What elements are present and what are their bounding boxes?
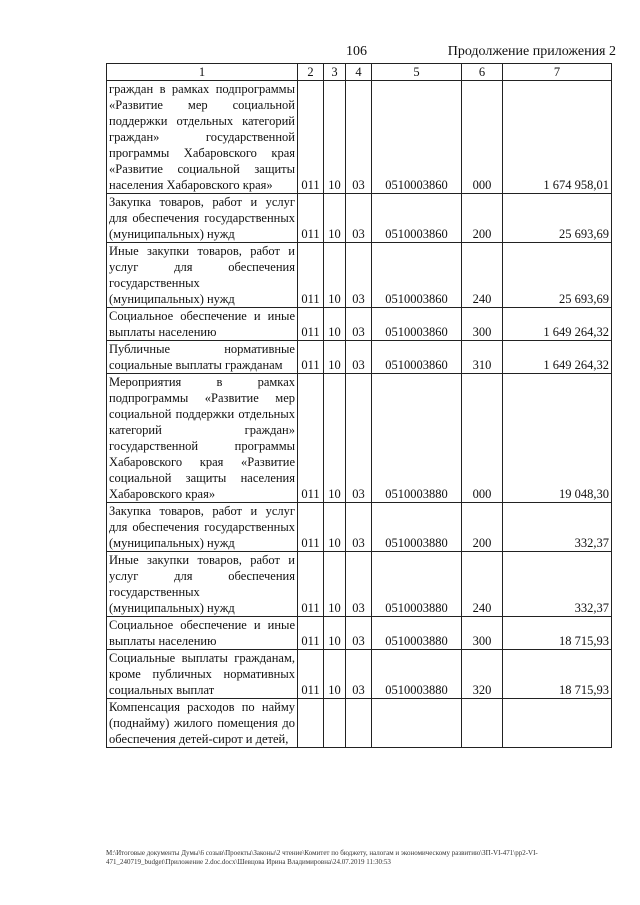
table-header-row: [107, 64, 612, 81]
document-path-footer: M:\Итоговые документы Думы\6 созыв\Проекты\Законы\2 чтение\Комитет по бюджету, налогам и экономическому развитию\ЗП-VI-471\рр2-VI-471_240719_budget\Приложение 2.doc.docx\Шевцова Ирина Владимировна\24.07.2019 11:30:53: [106, 849, 538, 866]
amount: 18 715,93: [503, 617, 612, 650]
target-article-code: 0510003860: [372, 243, 462, 308]
subsection-code: 03: [346, 341, 372, 374]
expense-type-code: 320: [462, 650, 503, 699]
amount: 1 649 264,32: [503, 341, 612, 374]
amount: 19 048,30: [503, 374, 612, 503]
section-code: 10: [324, 341, 346, 374]
expense-type-code: 000: [462, 81, 503, 194]
expense-type-code: 300: [462, 308, 503, 341]
amount: 18 715,93: [503, 650, 612, 699]
column-header: 1: [107, 64, 298, 81]
table-row: [107, 617, 612, 650]
column-header: 2: [298, 64, 324, 81]
row-description: Социальные выплаты гражданам, кроме публичных нормативных социальных выплат: [107, 650, 298, 699]
page-number: 106: [346, 44, 367, 59]
row-description: Закупка товаров, работ и услуг для обеспечения государственных (муниципальных) нужд: [107, 503, 298, 552]
subsection-code: 03: [346, 503, 372, 552]
amount: 1 649 264,32: [503, 308, 612, 341]
ministry-code: 011: [298, 617, 324, 650]
section-code: 10: [324, 194, 346, 243]
target-article-code: 0510003880: [372, 374, 462, 503]
section-code: 10: [324, 374, 346, 503]
continuation-label: Продолжение приложения 2: [447, 44, 616, 59]
subsection-code: 03: [346, 374, 372, 503]
subsection-code: 03: [346, 81, 372, 194]
expense-type-code: [462, 699, 503, 748]
column-header: 7: [503, 64, 612, 81]
subsection-code: 03: [346, 194, 372, 243]
expense-type-code: 000: [462, 374, 503, 503]
section-code: 10: [324, 81, 346, 194]
section-code: 10: [324, 650, 346, 699]
row-description: граждан в рамках подпрограммы «Развитие мер социальной поддержки отдельных категорий граждан» государственной программы Хабаровского края «Развитие социальной защиты населения Хабаровского края»: [107, 81, 298, 194]
subsection-code: 03: [346, 617, 372, 650]
table-row: [107, 650, 612, 699]
target-article-code: 0510003860: [372, 81, 462, 194]
section-code: 10: [324, 503, 346, 552]
target-article-code: 0510003880: [372, 503, 462, 552]
ministry-code: 011: [298, 194, 324, 243]
ministry-code: 011: [298, 552, 324, 617]
target-article-code: 0510003880: [372, 650, 462, 699]
section-code: 10: [324, 552, 346, 617]
subsection-code: [346, 699, 372, 748]
amount: [503, 699, 612, 748]
section-code: [324, 699, 346, 748]
budget-table: [106, 63, 612, 748]
table-row: [107, 341, 612, 374]
table-row: [107, 81, 612, 194]
expense-type-code: 240: [462, 243, 503, 308]
subsection-code: 03: [346, 308, 372, 341]
row-description: Компенсация расходов по найму (поднайму) жилого помещения до обеспечения детей-сирот и детей,: [107, 699, 298, 748]
ministry-code: 011: [298, 341, 324, 374]
row-description: Иные закупки товаров, работ и услуг для обеспечения государственных (муниципальных) нужд: [107, 243, 298, 308]
column-header: 6: [462, 64, 503, 81]
row-description: Социальное обеспечение и иные выплаты населению: [107, 617, 298, 650]
expense-type-code: 300: [462, 617, 503, 650]
amount: 332,37: [503, 552, 612, 617]
row-description: Социальное обеспечение и иные выплаты населению: [107, 308, 298, 341]
column-header: 3: [324, 64, 346, 81]
subsection-code: 03: [346, 650, 372, 699]
row-description: Мероприятия в рамках подпрограммы «Развитие мер социальной поддержки отдельных категорий граждан» государственной программы Хабаровского края «Развитие социальной защиты населения Хабаровского края»: [107, 374, 298, 503]
table-row: [107, 503, 612, 552]
target-article-code: 0510003860: [372, 341, 462, 374]
expense-type-code: 200: [462, 194, 503, 243]
ministry-code: 011: [298, 503, 324, 552]
section-code: 10: [324, 243, 346, 308]
table-row: [107, 194, 612, 243]
row-description: Иные закупки товаров, работ и услуг для обеспечения государственных (муниципальных) нужд: [107, 552, 298, 617]
section-code: 10: [324, 617, 346, 650]
table-row: [107, 699, 612, 748]
table-row: [107, 308, 612, 341]
target-article-code: 0510003880: [372, 617, 462, 650]
column-header: 5: [372, 64, 462, 81]
target-article-code: 0510003880: [372, 552, 462, 617]
ministry-code: 011: [298, 81, 324, 194]
table-row: [107, 552, 612, 617]
amount: 332,37: [503, 503, 612, 552]
table-row: [107, 374, 612, 503]
ministry-code: [298, 699, 324, 748]
ministry-code: 011: [298, 374, 324, 503]
row-description: Закупка товаров, работ и услуг для обеспечения государственных (муниципальных) нужд: [107, 194, 298, 243]
amount: 1 674 958,01: [503, 81, 612, 194]
target-article-code: 0510003860: [372, 194, 462, 243]
amount: 25 693,69: [503, 194, 612, 243]
section-code: 10: [324, 308, 346, 341]
target-article-code: 0510003860: [372, 308, 462, 341]
expense-type-code: 240: [462, 552, 503, 617]
row-description: Публичные нормативные социальные выплаты гражданам: [107, 341, 298, 374]
target-article-code: [372, 699, 462, 748]
amount: 25 693,69: [503, 243, 612, 308]
column-header: 4: [346, 64, 372, 81]
subsection-code: 03: [346, 243, 372, 308]
ministry-code: 011: [298, 308, 324, 341]
expense-type-code: 200: [462, 503, 503, 552]
table-row: [107, 243, 612, 308]
expense-type-code: 310: [462, 341, 503, 374]
ministry-code: 011: [298, 650, 324, 699]
subsection-code: 03: [346, 552, 372, 617]
ministry-code: 011: [298, 243, 324, 308]
